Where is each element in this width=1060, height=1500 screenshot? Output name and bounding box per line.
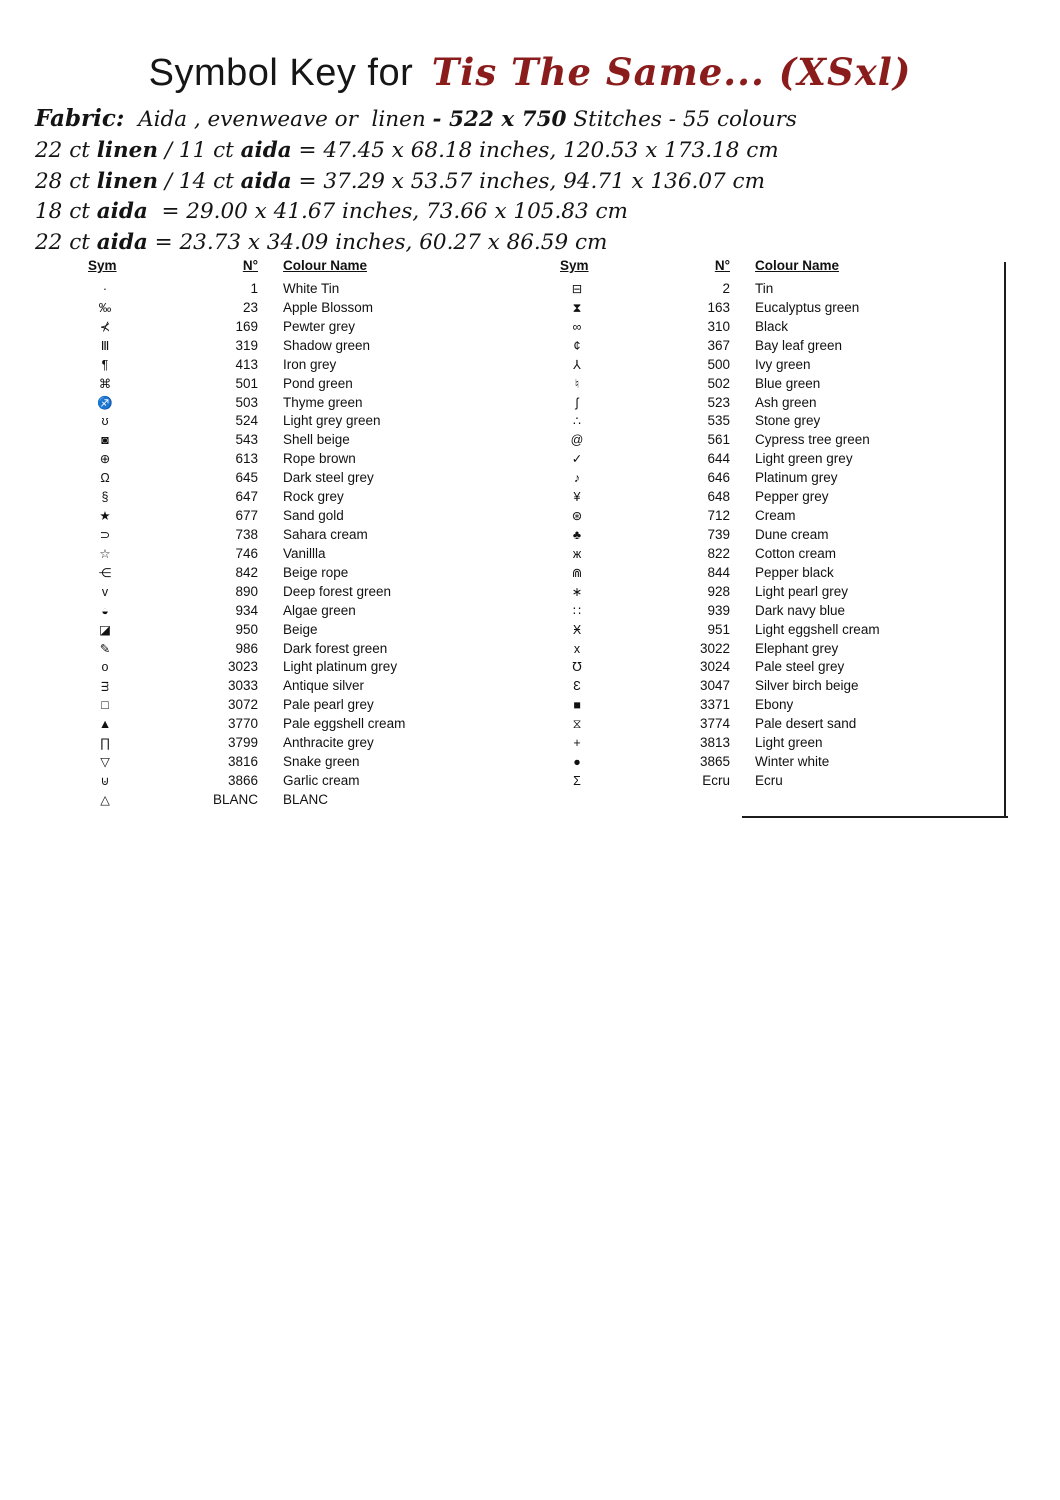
symbol-cell: ℧ [572, 660, 582, 675]
number-cell: 3371 [699, 697, 730, 713]
colour-name-cell: Beige [283, 621, 318, 637]
fabric-material: aida [96, 230, 148, 256]
key-row [60, 772, 530, 791]
number-cell: 746 [235, 545, 258, 561]
key-row [60, 337, 530, 356]
colour-name-cell: Pale desert sand [755, 716, 857, 732]
key-row [60, 545, 530, 564]
colour-name-cell: Light platinum grey [283, 659, 398, 675]
number-cell: 951 [707, 621, 730, 637]
number-cell: 3033 [227, 678, 258, 694]
symbol-cell: Ω [100, 471, 110, 486]
fabric-stitch-count: - 522 x 750 [432, 107, 567, 132]
colour-name-cell: Dark navy blue [755, 602, 846, 618]
symbol-cell: ᴠ [101, 584, 109, 599]
number-cell: 3813 [699, 735, 730, 751]
colour-name-cell: Light green [755, 735, 823, 751]
key-row [60, 356, 530, 375]
table-header-row [532, 258, 1004, 280]
symbol-cell: ▽ [100, 755, 110, 770]
colour-name-cell: Beige rope [283, 564, 349, 580]
number-cell: 986 [235, 640, 258, 656]
colour-name-cell: Black [755, 318, 789, 334]
colour-name-cell: Pale pearl grey [283, 697, 374, 713]
symbol-cell: ⊟ [571, 282, 583, 296]
symbol-cell: ᴟ [101, 679, 109, 694]
symbol-cell: ∏ [99, 736, 111, 751]
table-body [532, 280, 1004, 791]
symbol-cell: ☆ [99, 546, 111, 561]
colour-name-cell: Stone grey [755, 413, 821, 429]
fabric-size-values: = 23.73 x 34.09 inches, 60.27 x 86.59 cm [147, 230, 608, 256]
number-cell: 3774 [699, 716, 730, 732]
key-row [532, 318, 1004, 337]
fabric-segment: 28 ct [35, 168, 97, 194]
column-header-number: N° [714, 258, 730, 273]
key-row [532, 564, 1004, 583]
colour-name-cell: Shell beige [283, 432, 350, 448]
number-cell: 163 [707, 299, 730, 315]
colour-name-cell: Pale steel grey [755, 659, 845, 675]
number-cell: 3866 [227, 772, 258, 788]
key-row [532, 394, 1004, 413]
number-cell: 3865 [699, 754, 730, 770]
number-cell: BLANC [212, 791, 258, 807]
fabric-material: aida [240, 137, 292, 163]
symbol-cell: ♣ [572, 527, 582, 542]
colour-name-cell: Cypress tree green [755, 432, 870, 448]
colour-name-cell: Light grey green [283, 413, 381, 429]
key-row [532, 375, 1004, 394]
colour-name-cell: Ecru [755, 772, 783, 788]
key-row [532, 734, 1004, 753]
number-cell: 3770 [227, 716, 258, 732]
key-row [60, 734, 530, 753]
key-row [532, 412, 1004, 431]
symbol-cell: ✎ [99, 641, 111, 656]
key-row [60, 394, 530, 413]
number-cell: 23 [242, 299, 258, 315]
table-border-right [1004, 262, 1006, 818]
symbol-cell: ⌘ [98, 376, 112, 391]
colour-name-cell: Antique silver [283, 678, 365, 694]
key-row [60, 602, 530, 621]
number-cell: 3024 [699, 659, 730, 675]
key-row [60, 696, 530, 715]
colour-name-cell: Light eggshell cream [755, 621, 880, 637]
number-cell: 738 [235, 526, 258, 542]
colour-name-cell: Sahara cream [283, 526, 368, 542]
symbol-cell: ◙ [101, 433, 109, 448]
symbol-cell: ʊ [101, 414, 109, 429]
fabric-material: linen [96, 168, 158, 194]
fabric-label: Fabric: [35, 105, 125, 132]
key-row [532, 677, 1004, 696]
key-row [532, 526, 1004, 545]
number-cell: 367 [707, 337, 730, 353]
key-row [60, 583, 530, 602]
key-row [60, 375, 530, 394]
key-row [60, 299, 530, 318]
colour-name-cell: Apple Blossom [283, 299, 374, 315]
symbol-cell: ¥ [573, 490, 581, 505]
colour-name-cell: BLANC [283, 791, 329, 807]
key-row [532, 431, 1004, 450]
colour-name-cell: Light green grey [755, 451, 853, 467]
number-cell: 950 [235, 621, 258, 637]
colour-name-cell: Sand gold [283, 508, 344, 524]
key-row [532, 488, 1004, 507]
number-cell: 934 [235, 602, 258, 618]
symbol-cell: ⊃ [99, 527, 111, 542]
colour-name-cell: Iron grey [283, 356, 337, 372]
key-row [60, 507, 530, 526]
key-row [60, 280, 530, 299]
fabric-size-line [35, 228, 1025, 259]
key-row [532, 450, 1004, 469]
number-cell: 3072 [227, 697, 258, 713]
colour-name-cell: Pepper black [755, 564, 834, 580]
symbol-cell: ∗ [571, 584, 583, 599]
fabric-size-values: = 37.29 x 53.57 inches, 94.71 x 136.07 cm [291, 168, 765, 194]
colour-name-cell: Thyme green [283, 394, 363, 410]
symbol-cell: ★ [99, 509, 111, 524]
colour-name-cell: Ebony [755, 697, 794, 713]
symbol-cell: ⊛ [571, 509, 583, 524]
pattern-name: Tis The Same... (XSxl) [431, 50, 912, 94]
fabric-size-values: = 47.45 x 68.18 inches, 120.53 x 173.18 cm [291, 137, 779, 163]
fabric-segment: 18 ct [35, 199, 97, 225]
number-cell: 561 [707, 432, 730, 448]
fabric-segment: Aida , evenweave or linen [124, 107, 433, 132]
fabric-material: aida [240, 168, 292, 194]
symbol-cell: ⊀ [99, 319, 111, 334]
number-cell: 523 [707, 394, 730, 410]
symbol-cell: + [573, 736, 581, 751]
fabric-material: aida [96, 199, 148, 225]
colour-name-cell: Silver birch beige [755, 678, 859, 694]
symbol-cell: Ⅲ [100, 338, 110, 353]
key-row [532, 640, 1004, 659]
colour-name-cell: Dark steel grey [283, 470, 374, 486]
key-row [60, 318, 530, 337]
symbol-key-table-left [60, 258, 530, 810]
key-row [60, 677, 530, 696]
number-cell: 648 [707, 489, 730, 505]
symbol-cell: ⋲ [98, 565, 112, 580]
symbol-cell: o [101, 660, 109, 675]
colour-name-cell: Garlic cream [283, 772, 360, 788]
fabric-segment: 22 ct [35, 137, 97, 163]
key-row [532, 753, 1004, 772]
colour-name-cell: Vanillla [283, 545, 326, 561]
column-header-number: N° [242, 258, 258, 273]
number-cell: 524 [235, 413, 258, 429]
colour-name-cell: Pale eggshell cream [283, 716, 406, 732]
fabric-segment: Stitches - 55 colours [566, 107, 797, 132]
symbol-cell: ¶ [101, 357, 109, 372]
symbol-cell: ⋒ [571, 565, 583, 580]
column-header-colour-name: Colour Name [755, 258, 840, 273]
colour-name-cell: Rock grey [283, 489, 344, 505]
number-cell: 503 [235, 394, 258, 410]
symbol-cell: ▲ [98, 717, 112, 732]
colour-name-cell: Shadow green [283, 337, 371, 353]
symbol-cell: ⧖ [572, 717, 582, 732]
fabric-size-line [35, 197, 1025, 228]
colour-name-cell: Elephant grey [755, 640, 839, 656]
symbol-cell: ✓ [571, 452, 583, 467]
symbol-cell: ■ [573, 698, 581, 713]
number-cell: 613 [235, 451, 258, 467]
number-cell: 169 [235, 318, 258, 334]
symbol-cell: ‰ [98, 300, 112, 315]
colour-name-cell: Deep forest green [283, 583, 392, 599]
number-cell: 502 [707, 375, 730, 391]
symbol-cell: x [573, 641, 581, 656]
fabric-segment: / 11 ct [158, 137, 241, 163]
colour-name-cell: Anthracite grey [283, 735, 374, 751]
number-cell: 413 [235, 356, 258, 372]
number-cell: 3816 [227, 754, 258, 770]
key-row [60, 488, 530, 507]
number-cell: 310 [707, 318, 730, 334]
number-cell: 543 [235, 432, 258, 448]
key-row [60, 621, 530, 640]
key-row [60, 412, 530, 431]
fabric-size-values: = 29.00 x 41.67 inches, 73.66 x 105.83 cm [147, 199, 628, 225]
symbol-cell: ⧗ [572, 300, 582, 315]
colour-name-cell: Pewter grey [283, 318, 356, 334]
symbol-cell: ◒ [101, 603, 109, 618]
key-row [60, 753, 530, 772]
fabric-segment: / 14 ct [158, 168, 241, 194]
number-cell: 535 [707, 413, 730, 429]
symbol-cell: Ɛ [573, 679, 581, 694]
symbol-cell: · [102, 282, 108, 296]
number-cell: 3799 [227, 735, 258, 751]
symbol-cell: § [101, 490, 109, 505]
symbol-cell: ʃ [575, 395, 579, 410]
symbol-cell: Σ [573, 773, 581, 788]
symbol-cell: Ӿ [572, 622, 582, 637]
key-row [532, 337, 1004, 356]
key-row [532, 658, 1004, 677]
colour-name-cell: Cream [755, 508, 796, 524]
symbol-cell: ⅄ [573, 357, 581, 372]
number-cell: 645 [235, 470, 258, 486]
colour-name-cell: Ivy green [755, 356, 811, 372]
table-body [60, 280, 530, 810]
key-row [532, 621, 1004, 640]
number-cell: 712 [707, 508, 730, 524]
key-row [532, 469, 1004, 488]
number-cell: 646 [707, 470, 730, 486]
column-header-sym: Sym [88, 258, 117, 273]
number-cell: 3047 [699, 678, 730, 694]
fabric-segment: 22 ct [35, 230, 97, 256]
symbol-cell: @ [570, 433, 584, 448]
key-row [532, 280, 1004, 299]
symbol-cell: □ [101, 698, 109, 713]
key-row [60, 526, 530, 545]
title-prefix: Symbol Key for [148, 52, 414, 94]
key-row [532, 299, 1004, 318]
symbol-cell: ¢ [573, 338, 581, 353]
number-cell: 501 [235, 375, 258, 391]
number-cell: 890 [235, 583, 258, 599]
colour-name-cell: Dark forest green [283, 640, 388, 656]
colour-name-cell: Pepper grey [755, 489, 829, 505]
number-cell: Ecru [702, 772, 730, 788]
symbol-cell: ∞ [572, 319, 582, 334]
fabric-info [35, 104, 1025, 259]
key-row [532, 602, 1004, 621]
key-row [60, 450, 530, 469]
key-row [532, 507, 1004, 526]
colour-name-cell: Winter white [755, 754, 830, 770]
number-cell: 822 [707, 545, 730, 561]
symbol-cell: ♮ [574, 376, 580, 391]
key-row [532, 583, 1004, 602]
fabric-size-line [35, 136, 1025, 167]
colour-name-cell: Algae green [283, 602, 356, 618]
number-cell: 939 [707, 602, 730, 618]
number-cell: 2 [722, 281, 730, 296]
symbol-cell: ∷ [573, 603, 581, 618]
number-cell: 500 [707, 356, 730, 372]
column-header-sym: Sym [560, 258, 589, 273]
number-cell: 739 [707, 526, 730, 542]
key-row [532, 715, 1004, 734]
key-row [60, 791, 530, 810]
table-border-bottom [742, 816, 1008, 818]
symbol-cell: ⊕ [99, 452, 111, 467]
colour-name-cell: Platinum grey [755, 470, 838, 486]
fabric-summary-line [35, 104, 1025, 136]
number-cell: 644 [707, 451, 730, 467]
page-title [0, 50, 1060, 95]
key-row [60, 715, 530, 734]
key-row [60, 658, 530, 677]
number-cell: 319 [235, 337, 258, 353]
colour-name-cell: Dune cream [755, 526, 829, 542]
number-cell: 647 [235, 489, 258, 505]
symbol-cell: ♐ [97, 395, 113, 410]
colour-name-cell: Ash green [755, 394, 817, 410]
symbol-key-table-right [532, 258, 1004, 791]
column-header-colour-name: Colour Name [283, 258, 368, 273]
colour-name-cell: Eucalyptus green [755, 299, 860, 315]
colour-name-cell: Cotton cream [755, 545, 837, 561]
key-row [532, 772, 1004, 791]
colour-name-cell: Tin [755, 281, 774, 296]
symbol-cell: ⊍ [100, 773, 110, 788]
number-cell: 842 [235, 564, 258, 580]
key-row [532, 545, 1004, 564]
colour-name-cell: Bay leaf green [755, 337, 843, 353]
key-row [60, 431, 530, 450]
symbol-cell: ◪ [99, 622, 111, 637]
colour-name-cell: Pond green [283, 375, 353, 391]
colour-name-cell: Blue green [755, 375, 821, 391]
symbol-cell: ● [573, 755, 581, 770]
fabric-material: linen [96, 137, 158, 163]
colour-name-cell: White Tin [283, 281, 340, 296]
number-cell: 3022 [699, 640, 730, 656]
symbol-cell: ∴ [573, 414, 581, 429]
number-cell: 1 [250, 281, 258, 296]
symbol-cell: △ [100, 792, 110, 807]
colour-name-cell: Snake green [283, 754, 360, 770]
symbol-cell: ♪ [573, 471, 581, 486]
number-cell: 677 [235, 508, 258, 524]
number-cell: 844 [707, 564, 730, 580]
number-cell: 3023 [227, 659, 258, 675]
fabric-size-line [35, 167, 1025, 198]
key-row [60, 640, 530, 659]
colour-name-cell: Light pearl grey [755, 583, 849, 599]
number-cell: 928 [707, 583, 730, 599]
key-row [532, 696, 1004, 715]
table-header-row [60, 258, 530, 280]
symbol-cell: ж [572, 546, 582, 561]
key-row [60, 469, 530, 488]
key-row [532, 356, 1004, 375]
colour-name-cell: Rope brown [283, 451, 356, 467]
key-row [60, 564, 530, 583]
